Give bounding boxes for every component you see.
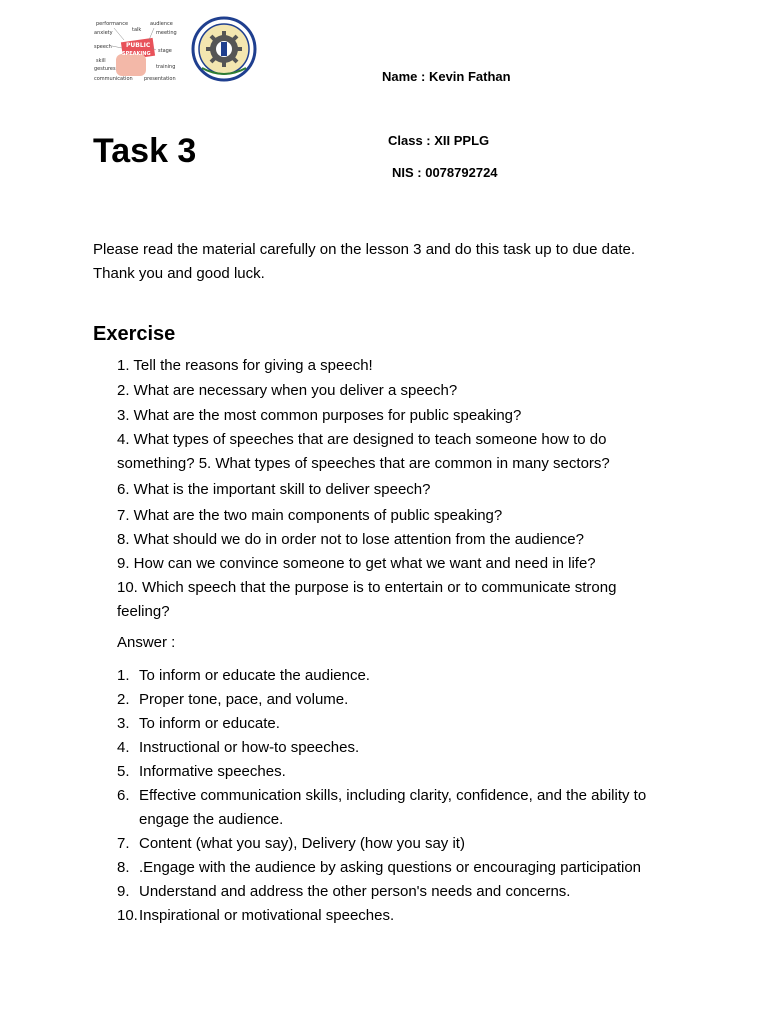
intro-line: Please read the material carefully on the lesson 3 and do this task up to due date. xyxy=(93,241,636,258)
answer-text: Informative speeches. xyxy=(139,763,286,780)
answer-text: Understand and address the other person's needs and concerns. xyxy=(139,883,571,900)
answer-number: 6. xyxy=(117,787,130,804)
answer-number: 7. xyxy=(117,835,130,852)
question-line: 3. What are the most common purposes for public speaking? xyxy=(117,407,522,424)
svg-text:meeting: meeting xyxy=(156,30,177,36)
answer-number: 10. xyxy=(117,907,138,924)
svg-text:performance: performance xyxy=(96,21,129,27)
question-line: feeling? xyxy=(117,603,170,620)
answer-number: 8. xyxy=(117,859,130,876)
question-line: 6. What is the important skill to deliver speech? xyxy=(117,481,431,498)
question-line: 1. Tell the reasons for giving a speech! xyxy=(117,357,373,374)
answer-text: To inform or educate. xyxy=(139,715,280,732)
svg-text:presentation: presentation xyxy=(144,76,176,82)
svg-text:training: training xyxy=(156,64,176,70)
answer-text: Proper tone, pace, and volume. xyxy=(139,691,349,708)
student-class: Class : XII PPLG xyxy=(388,133,490,148)
answer-text: Content (what you say), Delivery (how you say it) xyxy=(139,835,465,852)
svg-text:skill: skill xyxy=(96,58,106,64)
answer-number: 4. xyxy=(117,739,130,756)
svg-text:PUBLIC: PUBLIC xyxy=(126,42,151,49)
answer-text: Instructional or how-to speeches. xyxy=(139,739,360,756)
question-line: 2. What are necessary when you deliver a speech? xyxy=(117,382,458,399)
page-title: Task 3 xyxy=(93,132,197,170)
public-speaking-logo xyxy=(94,18,184,82)
svg-text:audience: audience xyxy=(150,21,173,27)
answer-number: 5. xyxy=(117,763,130,780)
school-emblem-logo xyxy=(190,16,258,82)
answer-number: 3. xyxy=(117,715,130,732)
answer-number: 1. xyxy=(117,667,130,684)
svg-text:SPEAKING: SPEAKING xyxy=(122,51,151,57)
answer-number: 9. xyxy=(117,883,130,900)
svg-text:communication: communication xyxy=(94,76,133,82)
question-line: 8. What should we do in order not to lose attention from the audience? xyxy=(117,531,584,548)
svg-text:gestures: gestures xyxy=(94,66,116,72)
question-line: 9. How can we convince someone to get what we want and need in life? xyxy=(117,555,596,572)
exercise-heading: Exercise xyxy=(93,323,176,345)
answer-text: .Engage with the audience by asking questions or encouraging participation xyxy=(139,859,642,876)
question-line: 7. What are the two main components of public speaking? xyxy=(117,507,503,524)
answer-number: 2. xyxy=(117,691,130,708)
question-line: something? 5. What types of speeches that are common in many sectors? xyxy=(117,455,610,472)
svg-text:stage: stage xyxy=(158,48,172,54)
answer-label: Answer : xyxy=(117,634,176,651)
answer-text: To inform or educate the audience. xyxy=(139,667,370,684)
answer-text: Effective communication skills, including clarity, confidence, and the ability to engage the audience. xyxy=(139,787,647,828)
question-line: 4. What types of speeches that are designed to teach someone how to do xyxy=(117,431,607,448)
svg-text:anxiety: anxiety xyxy=(94,30,113,36)
student-nis: NIS : 0078792724 xyxy=(392,165,498,180)
intro-line: Thank you and good luck. xyxy=(93,265,265,282)
svg-text:talk: talk xyxy=(132,27,142,33)
intro-text xyxy=(93,238,693,286)
answer-text: Inspirational or motivational speeches. xyxy=(139,907,395,924)
question-line: 10. Which speech that the purpose is to entertain or to communicate strong xyxy=(117,579,617,596)
student-name: Name : Kevin Fathan xyxy=(382,69,511,84)
svg-text:speech: speech xyxy=(94,44,112,50)
